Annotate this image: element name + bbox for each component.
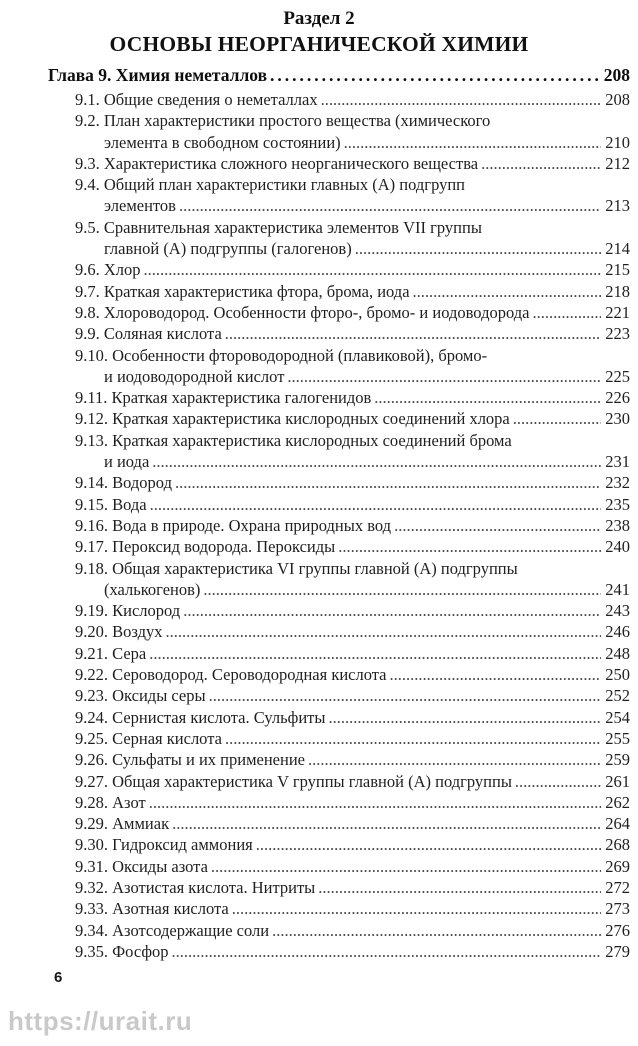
toc-entry-text[interactable]: 9.30. Гидроксид аммония (75, 835, 253, 855)
toc-entry-page[interactable]: 230 (605, 409, 630, 429)
toc-entry (48, 217, 630, 260)
toc-chapter-page[interactable]: 208 (603, 65, 630, 85)
toc-entry-page[interactable]: 221 (605, 302, 630, 322)
dot-leader (225, 728, 601, 749)
toc-entry-text[interactable]: 9.11. Краткая характеристика галогенидов (75, 388, 372, 408)
toc-entry-page[interactable]: 210 (605, 132, 630, 152)
dot-leader (515, 771, 601, 792)
toc-entry-row[interactable] (75, 408, 630, 429)
toc-entry-row[interactable] (75, 302, 630, 323)
toc-entry (48, 792, 630, 813)
toc-chapter-row[interactable] (48, 63, 630, 88)
toc-entry-text[interactable]: 9.7. Краткая характеристика фтора, брома, иода (75, 281, 410, 301)
toc-entry-page[interactable]: 241 (605, 579, 630, 599)
dot-leader (338, 536, 601, 557)
dot-leader (183, 600, 601, 621)
dot-leader (532, 302, 601, 323)
toc-entry-text[interactable]: 9.23. Оксиды серы (75, 686, 206, 706)
toc-entry-page[interactable]: 272 (605, 877, 630, 897)
toc-entry-row[interactable] (75, 834, 630, 855)
toc-entry (48, 728, 630, 749)
toc-entry-text[interactable]: 9.19. Кислород (75, 601, 181, 621)
dot-leader (209, 685, 602, 706)
toc-entry-page[interactable]: 212 (605, 153, 630, 173)
toc-entry-row[interactable] (75, 387, 630, 408)
toc-entry-page[interactable]: 255 (605, 728, 630, 748)
toc-entry-text-line1[interactable]: 9.10. Особенности фтороводородной (плавиковой), бромо- (75, 345, 488, 365)
toc-entry (48, 664, 630, 685)
toc-entry-row[interactable] (75, 685, 630, 706)
toc-entry (48, 749, 630, 770)
toc-entry-page[interactable]: 231 (605, 452, 630, 472)
toc-entry-row[interactable] (75, 536, 630, 557)
toc-entry-text[interactable]: и иодоводородной кислот (104, 366, 285, 386)
toc-entry-text[interactable]: 9.22. Сероводород. Сероводородная кислота (75, 665, 387, 685)
toc-entry-page[interactable]: 276 (605, 920, 630, 940)
toc-entry (48, 813, 630, 834)
toc-entry (48, 707, 630, 728)
toc-entry-text[interactable]: 9.9. Соляная кислота (75, 324, 222, 344)
toc-entry (48, 259, 630, 280)
toc-entry (48, 558, 630, 601)
dot-leader (481, 153, 601, 174)
dot-leader (256, 834, 602, 855)
toc-entry-page[interactable]: 248 (605, 643, 630, 663)
toc-entry-row[interactable] (75, 600, 630, 621)
toc-entry-page[interactable]: 226 (605, 388, 630, 408)
toc-entry-row[interactable] (75, 281, 630, 302)
toc-entry-row[interactable] (104, 366, 630, 387)
toc-entry-text[interactable]: 9.26. Сульфаты и их применение (75, 750, 305, 770)
toc-entry-text[interactable]: 9.25. Серная кислота (75, 728, 222, 748)
toc-entry-page[interactable]: 252 (605, 686, 630, 706)
toc-entry (48, 685, 630, 706)
toc-entry-text[interactable]: 9.14. Водород (75, 473, 172, 493)
toc-entry-row[interactable] (75, 89, 630, 110)
toc-entry-page[interactable]: 262 (605, 792, 630, 812)
toc-entry-page[interactable]: 269 (605, 856, 630, 876)
toc-entry-page[interactable]: 264 (605, 814, 630, 834)
toc-entry (48, 110, 630, 153)
dot-leader (374, 387, 601, 408)
toc-entry-page[interactable]: 268 (605, 835, 630, 855)
toc-entry-text[interactable]: 9.6. Хлор (75, 260, 141, 280)
toc-entry-text-line1[interactable]: 9.13. Краткая характеристика кислородных соединений брома (75, 430, 512, 450)
toc-entry-text[interactable]: 9.3. Характеристика сложного неорганического вещества (75, 153, 479, 173)
toc-entry-text-line1[interactable]: 9.5. Сравнительная характеристика элементов VII группы (75, 217, 482, 237)
dot-leader (390, 664, 602, 685)
dot-leader (149, 643, 601, 664)
dot-leader (144, 259, 602, 280)
dot-leader (321, 89, 602, 110)
toc-entry-row[interactable] (75, 792, 630, 813)
toc-entry-row[interactable] (75, 259, 630, 280)
toc-entry-page[interactable]: 243 (605, 601, 630, 621)
toc-entry-row[interactable] (75, 643, 630, 664)
toc-entry-row[interactable] (104, 451, 630, 472)
toc-entry-text[interactable]: и иода (104, 452, 150, 472)
dot-leader (355, 238, 602, 259)
dot-leader (225, 323, 601, 344)
toc-entry-row[interactable] (104, 195, 630, 216)
toc-entry-text[interactable]: 9.28. Азот (75, 792, 146, 812)
section-title: ОСНОВЫ НЕОРГАНИЧЕСКОЙ ХИМИИ (109, 32, 529, 56)
toc-entry-text-line1[interactable]: 9.4. Общий план характеристики главных (А) подгрупп (75, 175, 466, 195)
toc-entry-page[interactable]: 273 (605, 899, 630, 919)
toc-entry-row[interactable] (75, 920, 630, 941)
toc-entry-row[interactable] (75, 515, 630, 536)
toc-entry (48, 898, 630, 919)
page-number: 6 (54, 969, 63, 986)
toc-entry-row[interactable] (75, 856, 630, 877)
toc-entry (48, 153, 630, 174)
dot-leader (166, 621, 602, 642)
toc-entry (48, 643, 630, 664)
dot-leader (179, 195, 601, 216)
toc-entries (48, 89, 630, 962)
toc-entry-text-line1[interactable]: 9.2. План характеристики простого вещества (химического (75, 111, 491, 131)
toc-entry-row[interactable] (75, 941, 630, 962)
toc-entry-page[interactable]: 235 (605, 494, 630, 514)
page-header (0, 0, 638, 58)
toc-entry (48, 877, 630, 898)
dot-leader (150, 494, 602, 515)
toc-entry-text[interactable]: 9.8. Хлороводород. Особенности фторо-, бромо- и иодоводорода (75, 302, 530, 322)
toc-entry-row[interactable] (75, 621, 630, 642)
toc-entry-row[interactable] (104, 579, 630, 600)
section-label: Раздел 2 (283, 8, 355, 29)
dot-leader (172, 941, 602, 962)
toc-entry-row[interactable] (75, 749, 630, 770)
toc-entry-text[interactable]: 9.34. Азотсодержащие соли (75, 920, 270, 940)
dot-leader (203, 579, 601, 600)
toc-entry-text[interactable]: 9.21. Сера (75, 643, 147, 663)
toc-entry (48, 536, 630, 557)
toc-entry (48, 515, 630, 536)
toc-entry (48, 941, 630, 962)
toc-entry-text[interactable]: 9.16. Вода в природе. Охрана природных вод (75, 515, 392, 535)
dot-leader (211, 856, 601, 877)
dot-leader (344, 132, 602, 153)
toc-entry-text[interactable]: 9.17. Пероксид водорода. Пероксиды (75, 537, 336, 557)
toc-entry-row[interactable] (75, 494, 630, 515)
dot-leader (318, 877, 601, 898)
dot-leader (328, 707, 601, 728)
toc-entry (48, 472, 630, 493)
toc-entry (48, 494, 630, 515)
toc-entry-text[interactable]: 9.1. Общие сведения о неметаллах (75, 90, 318, 109)
toc-entry-row[interactable] (75, 877, 630, 898)
toc-entry-page[interactable]: 250 (605, 665, 630, 685)
toc-entry-page[interactable]: 254 (605, 707, 630, 727)
toc-entry-row[interactable] (75, 728, 630, 749)
toc-entry-row[interactable] (75, 898, 630, 919)
toc-entry-page[interactable]: 279 (605, 941, 630, 961)
dot-leader (513, 408, 601, 429)
toc-entry-page[interactable]: 208 (605, 90, 630, 109)
dot-leader (270, 63, 600, 88)
toc-entry (48, 323, 630, 344)
toc-entry-row[interactable] (75, 472, 630, 493)
toc-entry-text[interactable]: 9.15. Вода (75, 494, 147, 514)
toc-entry-row[interactable] (75, 323, 630, 344)
dot-leader (152, 451, 601, 472)
toc-entry-text[interactable]: (халькогенов) (104, 579, 201, 599)
toc-entry-text[interactable]: 9.27. Общая характеристика V группы главной (А) подгруппы (75, 771, 512, 791)
dot-leader (175, 472, 601, 493)
toc-entry-page[interactable]: 259 (605, 750, 630, 770)
toc-entry (48, 408, 630, 429)
toc-entry-text[interactable]: главной (А) подгруппы (галогенов) (104, 239, 352, 259)
toc-chapter-title[interactable]: Глава 9. Химия неметаллов (48, 65, 268, 85)
toc-entry-page[interactable]: 223 (605, 324, 630, 344)
toc-entry (48, 345, 630, 388)
toc-entry-text[interactable]: элементов (104, 196, 176, 216)
toc-entry (48, 920, 630, 941)
toc-entry-page[interactable]: 240 (605, 537, 630, 557)
toc-entry-text[interactable]: элемента в свободном состоянии) (104, 132, 341, 152)
toc-entry-text[interactable]: 9.32. Азотистая кислота. Нитриты (75, 877, 316, 897)
watermark-link[interactable]: https://urait.ru (8, 1006, 193, 1036)
toc-entry-text[interactable]: 9.24. Сернистая кислота. Сульфиты (75, 707, 326, 727)
toc-entry-text-line1[interactable]: 9.18. Общая характеристика VI группы главной (А) подгруппы (75, 558, 518, 578)
toc-entry-text[interactable]: 9.35. Фосфор (75, 941, 169, 961)
table-of-contents (0, 58, 638, 962)
toc-entry (48, 281, 630, 302)
toc-entry (48, 771, 630, 792)
toc-entry-row[interactable] (75, 813, 630, 834)
dot-leader (287, 366, 601, 387)
toc-entry (48, 89, 630, 110)
toc-entry-text[interactable]: 9.20. Воздух (75, 622, 163, 642)
toc-entry-page[interactable]: 225 (605, 366, 630, 386)
dot-leader (172, 813, 601, 834)
toc-entry-page[interactable]: 213 (605, 196, 630, 216)
toc-entry (48, 621, 630, 642)
toc-entry-page[interactable]: 214 (605, 239, 630, 259)
toc-entry-page[interactable]: 232 (605, 473, 630, 493)
dot-leader (272, 920, 601, 941)
dot-leader (413, 281, 602, 302)
toc-entry-page[interactable]: 246 (605, 622, 630, 642)
toc-entry-text[interactable]: 9.31. Оксиды азота (75, 856, 208, 876)
toc-entry-text[interactable]: 9.12. Краткая характеристика кислородных соединений хлора (75, 409, 510, 429)
toc-entry-page[interactable]: 238 (605, 515, 630, 535)
toc-entry (48, 430, 630, 473)
toc-entry (48, 600, 630, 621)
toc-entry-row[interactable] (104, 132, 630, 153)
toc-entry (48, 302, 630, 323)
toc-entry-row[interactable] (75, 771, 630, 792)
dot-leader (394, 515, 601, 536)
toc-entry-text[interactable]: 9.29. Аммиак (75, 814, 170, 834)
dot-leader (308, 749, 601, 770)
toc-entry-page[interactable]: 261 (605, 771, 630, 791)
toc-entry-row[interactable] (104, 238, 630, 259)
dot-leader (232, 898, 602, 919)
toc-entry (48, 387, 630, 408)
toc-entry-page[interactable]: 218 (605, 281, 630, 301)
toc-entry-text[interactable]: 9.33. Азотная кислота (75, 899, 229, 919)
toc-entry-page[interactable]: 215 (605, 260, 630, 280)
toc-entry-row[interactable] (75, 153, 630, 174)
dot-leader (149, 792, 602, 813)
toc-entry (48, 174, 630, 217)
toc-entry-row[interactable] (75, 664, 630, 685)
toc-entry (48, 834, 630, 855)
toc-entry-row[interactable] (75, 707, 630, 728)
toc-entry (48, 856, 630, 877)
